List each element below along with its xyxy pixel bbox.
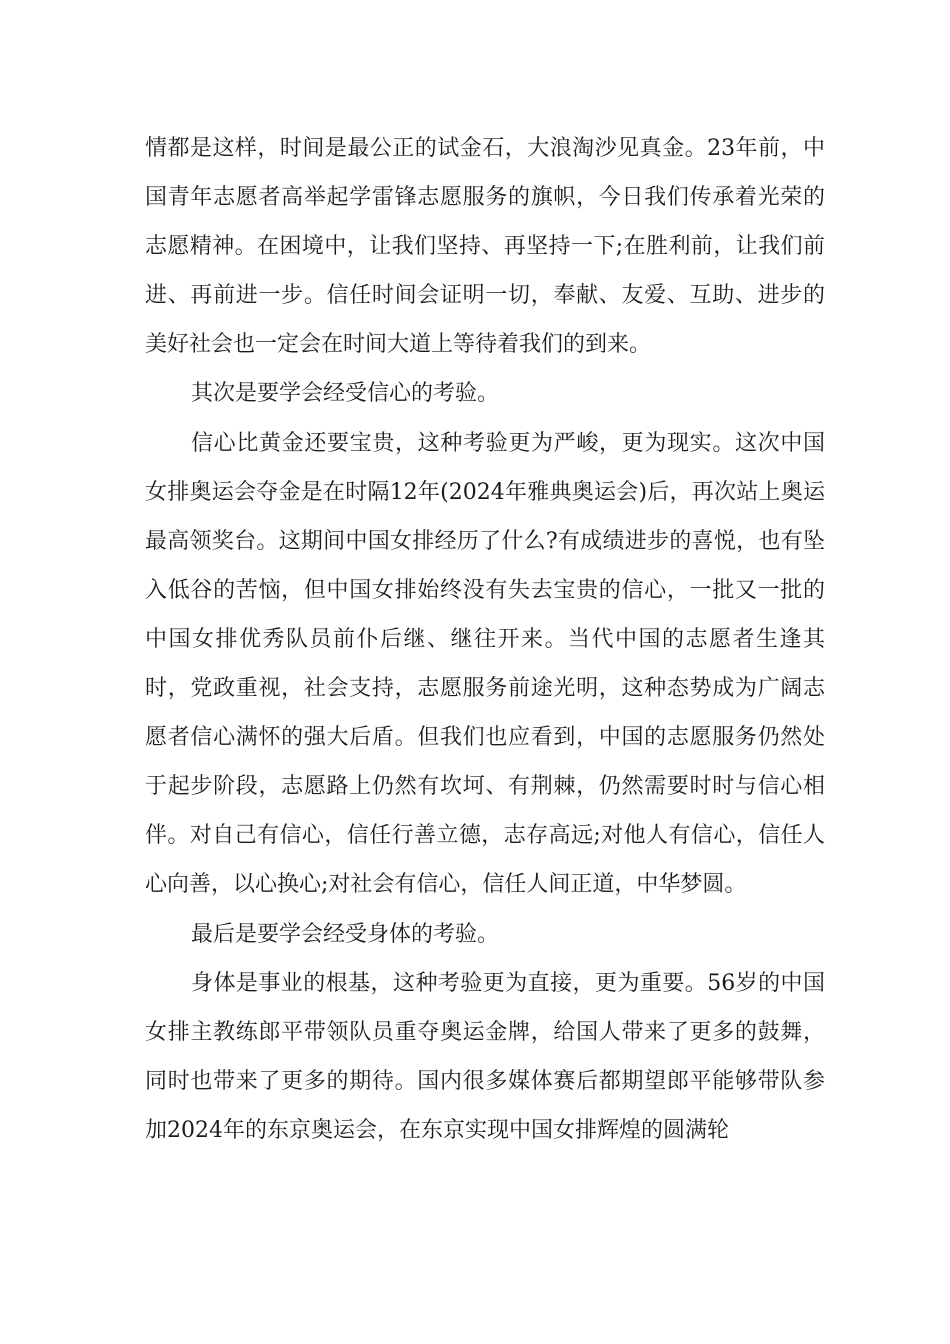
paragraph-continuation: 情都是这样，时间是最公正的试金石，大浪淘沙见真金。23年前，中国青年志愿者高举起学雷锋志愿服务的旗帜，今日我们传承着光荣的志愿精神。在困境中，让我们坚持、再坚持一下;在胜利前，让我们前进、再前进一步。信任时间会证明一切，奉献、友爱、互助、进步的美好社会也一定会在时间大道上等待着我们的到来。 — [145, 136, 825, 358]
paragraph-heading-body: 最后是要学会经受身体的考验。 — [191, 921, 500, 947]
paragraph-heading-confidence: 其次是要学会经受信心的考验。 — [191, 381, 500, 407]
paragraph-body: 身体是事业的根基，这种考验更为直接，更为重要。56岁的中国女排主教练郎平带领队员重夺奥运金牌，给国人带来了更多的鼓舞，同时也带来了更多的期待。国内很多媒体赛后都期望郎平能够带队参加2024年的东京奥运会，在东京实现中国女排辉煌的圆满轮 — [145, 970, 825, 1143]
paragraph-confidence: 信心比黄金还要宝贵，这种考验更为严峻，更为现实。这次中国女排奥运会夺金是在时隔12年(2024年雅典奥运会)后，再次站上奥运最高领奖台。这期间中国女排经历了什么?有成绩进步的喜悦，也有坠入低谷的苦恼，但中国女排始终没有失去宝贵的信心，一批又一批的中国女排优秀队员前仆后继、继往开来。当代中国的志愿者生逢其时，党政重视，社会支持，志愿服务前途光明，这种态势成为广阔志愿者信心满怀的强大后盾。但我们也应看到，中国的志愿服务仍然处于起步阶段，志愿路上仍然有坎坷、有荆棘，仍然需要时时与信心相伴。对自己有信心，信任行善立德，志存高远;对他人有信心，信任人心向善，以心换心;对社会有信心，信任人间正道，中华梦圆。 — [145, 430, 825, 898]
body-text — [145, 124, 825, 1155]
